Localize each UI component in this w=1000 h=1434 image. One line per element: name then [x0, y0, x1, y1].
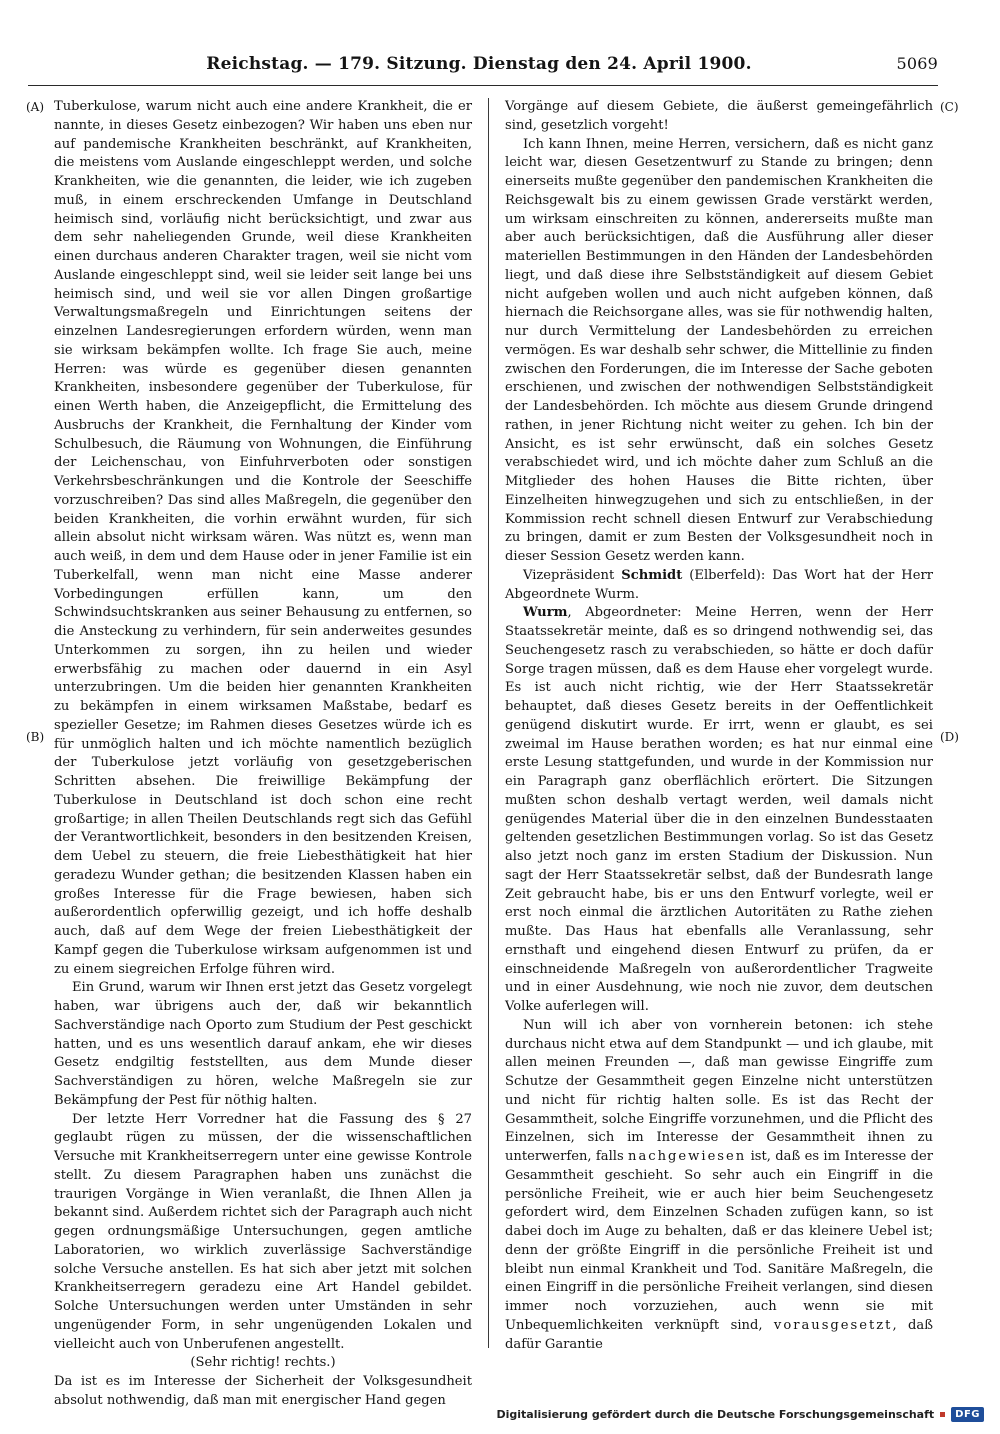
credit-text: Digitalisierung gefördert durch die Deutsche Forschungsgemeinschaft: [496, 1407, 935, 1421]
right-paragraph-3: [505, 567, 933, 605]
interjection: (Sehr richtig! rechts.): [190, 1355, 336, 1371]
column-divider: [488, 98, 489, 1348]
left-paragraph-3: Der letzte Herr Vorredner hat die Fassung des § 27 geglaubt rügen zu müssen, der die wissenschaftlichen Versuche mit Krankheitserregern unter eine gewisse Kontrole stellt. Zu diesem Paragraphen haben uns zunächst die traurigen Vorgänge in Wien veranlaßt, die Ihnen Allen ja bekannt sind. Außerdem richtet sich der Paragraph auch nicht gegen ordnungsmäßige Untersuchungen, gegen amtliche Laboratorien, wo wirklich zuverlässige Sachverständige solche Versuche anstellen. Es hat sich aber jetzt mit solchen Krankheitserregern geradezu eine Art Handel gebildet. Solche Untersuchungen werden unter Umständen in sehr ungenügender Form, in sehr ungenügenden Lokalen und vielleicht auch von Unberufenen angestellt.: [54, 1111, 472, 1352]
speech-text-c: , daß dafür Garantie: [505, 1317, 933, 1352]
speaker-name-wurm: Wurm: [523, 605, 568, 621]
page-header: [20, 50, 938, 78]
dfg-logo-icon: DFG: [951, 1407, 984, 1422]
speech-text-a: Nun will ich aber von vornherein betonen: ich stehe durchaus nicht etwa auf dem Standpunkt — und ich glaube, mit allen meinen Freunden —, daß man gewisse Eingriffe zum Schutze der Gesammtheit gegen Einzelne nicht unterstützen und nicht für richtig halten solle. Es ist das Recht der Gesammtheit, solche Eingriffe vorzunehmen, und die Pflicht des Einzelnen, sich im Interesse der Gesammtheit ihnen zu unterwerfen, falls: [505, 1017, 933, 1164]
left-column: [54, 98, 472, 1408]
speaker-name-schmidt: Schmidt: [621, 567, 683, 583]
left-paragraph-2: Ein Grund, warum wir Ihnen erst jetzt das Gesetz vorgelegt haben, war übrigens auch der, daß wir bekanntlich Sachverständige nach Oporto zum Studium der Pest geschickt hatten, und es uns wesentlich darauf ankam, ehe wir dieses Gesetz endgiltig feststellten, aus dem Munde dieser Sachverständigen zu hören, welche Maßregeln sie zur Bekämpfung der Pest für nöthig halten.: [54, 980, 472, 1108]
speaker-note: (Elberfeld): Das Wort hat der Herr Abgeordnete Wurm.: [505, 567, 933, 602]
wurm-speech: , Abgeordneter: Meine Herren, wenn der Herr Staatssekretär meinte, daß es so dringend nothwendig sei, das Seuchengesetz rasch zu verabschieden, so hätte er doch dafür Sorge tragen müssen, daß es dem Hause eher vorgelegt wurde. Es ist auch nicht richtig, wie der Herr Staatssekretär behauptet, daß dieses Gesetz bereits in der Oeffentlichkeit genügend diskutirt wurde. Er irrt, wenn er glaubt, es sei zweimal im Hause berathen worden; es hat nur einmal eine erste Lesung stattgefunden, und wurde in der Kommission nur ein Paragraph ganz oberflächlich erörtert. Die Sitzungen mußten schon deshalb vertagt werden, weil damals nicht genügendes Material über die in den einzelnen Bundesstaaten geltenden gesetzlichen Bestimmungen vorlag. So ist das Gesetz also jetzt noch ganz im ersten Stadium der Diskussion. Nun sagt der Herr Staatssekretär selbst, daß der Bundesrath lange Zeit gebraucht habe, bis er uns den Entwurf vorlegte, weil er erst noch einmal die ärztlichen Autoritäten zu Rathe ziehen mußte. Das Haus hat ebenfalls alle Veranlassung, sehr ernsthaft und eingehend diesen Entwurf zu prüfen, da er einschneidende Maßregeln von außerordentlicher Tragweite und in einer Ausdehnung, wie noch nie zuvor, dem deutschen Volke auferlegen will.: [505, 605, 933, 1014]
emphasis-nachgewiesen: nachgewiesen: [628, 1149, 747, 1164]
left-paragraph-1: Tuberkulose, warum nicht auch eine andere Krankheit, die er nannte, in dieses Gesetz einbezogen? Wir haben uns eben nur auf pandemische Krankheiten beschränkt, auf Krankheiten, die meistens vom Auslande eingeschleppt werden, und solche Krankheiten, wie die genannten, die leider, wie ich zugeben muß, in einem erschreckenden Umfange in Deutschland heimisch sind, vorläufig nicht berücksichtigt, und zwar aus dem sehr naheliegenden Grunde, weil diese Krankheiten einen durchaus anderen Charakter tragen, weil sie nicht vom Auslande eingeschleppt sind, weil sie leider seit lange bei uns heimisch sind, und weil sie vor allen Dingen großartige Verwaltungsmaßregeln und Einrichtungen seitens der einzelnen Landesregierungen erfordern würden, wenn man sie wirksam bekämpfen wollte. Ich frage Sie auch, meine Herren: was würde es gegenüber diesen genannten Krankheiten, insbesondere gegenüber der Tuberkulose, für einen Werth haben, die Anzeigepflicht, die Ermittelung des Ausbruchs der Krankheit, die Fernhaltung der Kinder vom Schulbesuch, die Räumung von Wohnungen, die Einführung der Leichenschau, von Einfuhrverboten oder sonstigen Verkehrsbeschränkungen und die Kontrole der Seeschiffe vorzuschreiben? Das sind alles Maßregeln, die gegenüber den beiden Krankheiten, die vorhin erwähnt wurden, für sich allein absolut nicht wirksam wären. Was nützt es, wenn man auch weiß, in dem und dem Hause oder in jener Familie ist ein Tuberkelfall, wenn man nicht eine Masse anderer Vorbedingungen erfüllen kann, um den Schwindsuchtskranken aus seiner Behausung zu entfernen, so die Ansteckung zu verhindern, für sein anderweites gesundes Unterkommen zu sorgen, ihn zu heilen und wieder erwerbsfähig zu machen oder dauernd in ein Asyl unterzubringen. Um die beiden hier genannten Krankheiten zu bekämpfen in einem wirksamen Maßstabe, bedarf es spezieller Gesetze; im Rahmen dieses Gesetzes würde ich es für unmöglich halten und ich möchte namentlich bezüglich der Tuberkulose jetzt vorläufig von gesetzgeberischen Schritten absehen. Die freiwillige Bekämpfung der Tuberkulose in Deutschland ist doch schon eine recht großartige; in allen Theilen Deutschlands regt sich das Gefühl der Verantwortlichkeit, besonders in den besitzenden Kreisen, dem Uebel zu steuern, die freie Liebesthätigkeit hat hier geradezu Wunder gethan; die besitzenden Klassen haben ein großes Interesse für die Frage bewiesen, haben sich außerordentlich opferwillig gezeigt, und ich hoffe deshalb auch, daß auf dem Wege der freien Liebesthätigkeit der Kampf gegen die Tuberkulose wirksam aufgenommen ist und zu einem siegreichen Erfolge führen wird.: [54, 99, 472, 977]
margin-marker-b: (B): [26, 730, 45, 744]
right-paragraph-1: Vorgänge auf diesem Gebiete, die äußerst gemeingefährlich sind, gesetzlich vorgeht!: [505, 99, 933, 133]
vice-president-title: Vizepräsident: [523, 567, 622, 583]
page-number: 5069: [896, 54, 938, 73]
right-paragraph-2: Ich kann Ihnen, meine Herren, versichern, daß es nicht ganz leicht war, diesen Gesetzentwurf zu Stande zu bringen; denn einerseits mußte gegenüber den pandemischen Krankheiten die Reichsgewalt bis zu einem gewissen Grade verstärkt werden, um wirksam einschreiten zu können, andererseits mußte man aber auch berücksichtigen, daß die Ausführung aller dieser materiellen Bestimmungen in den Händen der Landesbehörden liegt, und daß diese ihre Selbstständigkeit auf diesem Gebiet nicht aufgeben wollen und auch nicht aufgeben können, daß hiernach die Reichsorgane alles, was sie für nothwendig halten, nur durch Vermittelung der Landesbehörden zu erreichen vermögen. Es war deshalb sehr schwer, die Mittellinie zu finden zwischen den Forderungen, die im Interesse der Sache geboten erschienen, und zwischen der nothwendigen Selbstständigkeit der Landesbehörden. Ich möchte aus diesem Grunde dringend rathen, in jener Richtung nicht weiter zu gehen. Ich bin der Ansicht, es ist sehr erwünscht, daß ein solches Gesetz verabschiedet wird, und ich möchte daher zum Schluß an die Mitglieder des hohen Hauses die Bitte richten, über Einzelheiten hinwegzugehen und sich zu entschließen, in der Kommission recht schnell diesen Entwurf zur Verabschiedung zu bringen, damit er zum Besten der Volksgesundheit noch in dieser Session Gesetz werden kann.: [505, 136, 933, 564]
right-column: [505, 98, 933, 1352]
footer-credit: [496, 1404, 984, 1424]
speech-text-b: ist, daß es im Interesse der Gesammtheit geschieht. So sehr auch ein Eingriff in die persönliche Freiheit, wie er auch hier beim Seuchengesetz gefordert wird, dem Einzelnen Schaden zufügen kann, so ist dabei doch im Auge zu behalten, daß er das kleinere Uebel ist; denn der größte Eingriff in die persönliche Freiheit ist und bleibt nun einmal Krankheit und Tod. Sanitäre Maßregeln, die einen Eingriff in die persönliche Freiheit verlangen, sind diesen immer noch vorzuziehen, auch wenn sie mit Unbequemlichkeiten verknüpft sind,: [505, 1149, 933, 1333]
separator-icon: [940, 1412, 945, 1417]
header-title: Reichstag. — 179. Sitzung. Dienstag den 24. April 1900.: [206, 54, 752, 74]
left-paragraph-4: Da ist es im Interesse der Sicherheit der Volksgesundheit absolut nothwendig, daß man mit energischer Hand gegen: [54, 1374, 472, 1408]
margin-marker-d: (D): [940, 730, 959, 744]
emphasis-vorausgesetzt: vorausgesetzt: [773, 1317, 893, 1333]
margin-marker-c: (C): [940, 100, 959, 114]
right-paragraph-5: [505, 1017, 933, 1355]
margin-marker-a: (A): [26, 100, 45, 114]
right-paragraph-4: [505, 604, 933, 1017]
header-rule: [28, 85, 938, 86]
